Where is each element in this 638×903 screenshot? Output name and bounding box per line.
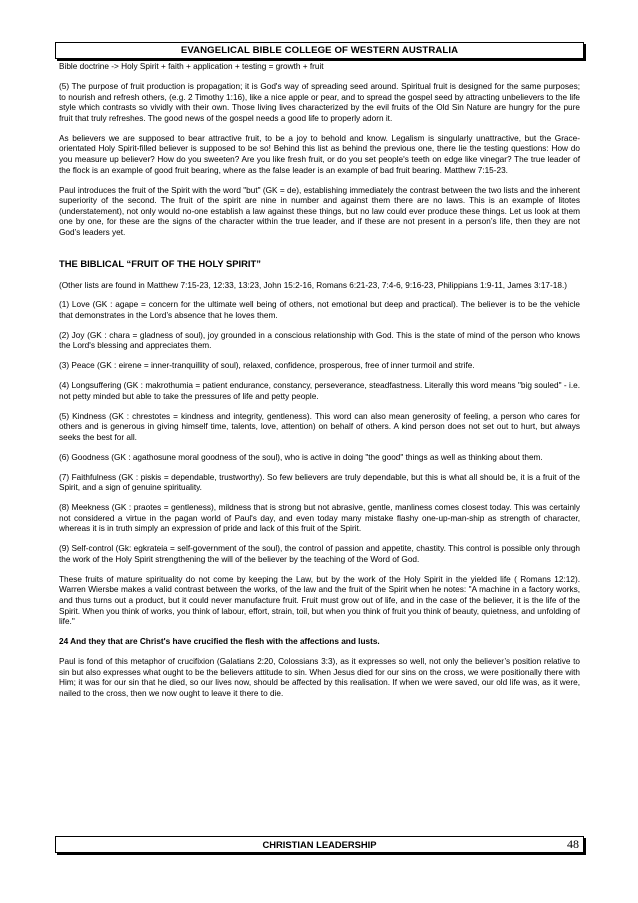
paragraph-attractive-fruit: As believers we are supposed to bear attractive fruit, to be a joy to behold and know. Legalism is singularly unattractive, but the Grace-orientated Holy Spirit-filled believer is supposed to be so! Behind this list as behind the previous one, there lie the testing questions: How do you measure up believer? How do you sweeten? Are you like fresh fruit, or do you set people's teeth on edge like vinegar? The true leader of the flock is an example of good fruit bearing, where as the false leader is an example of bad fruit bearing. Matthew 7:15-23. [59, 133, 580, 175]
fruit-longsuffering: (4) Longsuffering (GK : makrothumia = patient endurance, constancy, perseverance, steadfastness. Literally this word means "big souled" - i.e. not petty minded but able to take the pressures of life and petty people. [59, 381, 580, 401]
fruit-joy: (2) Joy (GK : chara = gladness of soul), joy grounded in a conscious relationship with God. This is the state of mind of the person who knows the Lord's blessing and appreciates them. [59, 330, 580, 351]
page-number: 48 [567, 837, 579, 851]
fruit-goodness: (6) Goodness (GK : agathosune moral goodness of the soul), who is active in doing "the good" things as well as thinking about them. [59, 452, 543, 462]
fruit-love: (1) Love (GK : agape = concern for the ultimate well being of others, not emotional but deep and practical). The believer is to be the vehicle that demonstrates in the Lord’s absence that he loves them. [59, 300, 580, 320]
paragraph-crucifixion: Paul is fond of this metaphor of crucifixion (Galatians 2:20, Colossians 3:3), as it expresses so well, not only the believer’s position relative to sin but also expresses what ought to be the believers attitude to sin. When Jesus died for our sins on the cross, we were positionally there with Him; it was for our sin that he died, so our lives now, should be affected by this realisation. If when we were saved, our old life was, as it were, nailed to the cross, then we now ought to leave it there to die. [59, 656, 580, 698]
fruit-meekness: (8) Meekness (GK : praotes = gentleness), mildness that is strong but not abrasive, gentle, manliness comes closest today. This was certainly not considered a virtue in the pagan world of Paul's day, and even today many mistake flashy one-up-man-ship as strength of character, whereas it is in truth simply an expression of pride and lack of this fruit of the Spirit. [59, 503, 580, 534]
doctrine-formula: Bible doctrine -> Holy Spirit + faith + application + testing = growth + fruit [59, 62, 324, 71]
verse-24: 24 And they that are Christ's have crucified the flesh with the affections and lusts. [59, 637, 380, 647]
fruit-kindness: (5) Kindness (GK : chrestotes = kindness and integrity, gentleness). This word can also mean generosity of feeling, a person who cares for others and is generous in giving himself time, talents, love, attention) on behalf of others. A kind person does not set out to hurt, but always seeks the best for all. [59, 411, 580, 442]
paragraph-other-lists: (Other lists are found in Matthew 7:15-23, 12:33, 13:23, John 15:2-16, Romans 6:21-23, 7:4-6, 9:16-23, Philippians 1:9-11, James 3:17-18.) [59, 280, 567, 290]
section-heading: THE BIBLICAL “FRUIT OF THE HOLY SPIRIT” [59, 257, 261, 269]
header-title: EVANGELICAL BIBLE COLLEGE OF WESTERN AUSTRALIA [180, 45, 459, 56]
fruit-faithfulness: (7) Faithfulness (GK : piskis = dependable, trustworthy). So few believers are truly dependable, but this is what all should be, it is a fruit of the Spirit, and a sign of genuine spirituality. [59, 472, 580, 493]
paragraph-contrast: Paul introduces the fruit of the Spirit with the word "but" (GK = de), establishing immediately the contrast between the two lists and the inherent superiority of the second. The fruit of the spirit are nine in number and against them there are no laws. This is an example of litotes (understatement), not only would no-one establish a law against these things, but no law could ever produce these things. Let us look at them one by one, for these are the signs of the character within the true leader, and if these are not present in a person’s life, then they are not God’s leaders yet. [59, 185, 580, 237]
page-header [55, 42, 584, 59]
footer-title: CHRISTIAN LEADERSHIP [262, 839, 377, 850]
paragraph-purpose: (5) The purpose of fruit production is propagation; it is God's way of spreading seed around. Spiritual fruit is designed for the same purposes; to nourish and refresh others, (e.g. 2 Timothy 1:16), like a nice apple or pear, and to spread the gospel seed by attracting unbelievers to the life style which contrasts so vividly with their own. Those living lives characterized by the evil fruits of the Old Sin Nature are hungry for the pure fruit that truly refreshes. The good news of the gospel needs a good life to properly adorn it. [59, 82, 580, 123]
page-footer [55, 836, 584, 853]
page-content [59, 62, 580, 709]
fruit-peace: (3) Peace (GK : eirene = inner-tranquillity of soul), relaxed, confidence, prosperous, free of inner turmoil and strife. [59, 361, 475, 371]
fruit-self-control: (9) Self-control (Gk: egkrateia = self-government of the soul), the control of passion and appetite, chastity. This control is possible only through the work of the Holy Spirit strengthening the will of the believer by the teaching of the Word of God. [59, 544, 580, 564]
paragraph-mature-spirituality: These fruits of mature spirituality do not come by keeping the Law, but by the work of the Holy Spirit in the yielded life ( Romans 12:12). Warren Wiersbe makes a valid contrast between the works, of the law and the fruit of the Spirit when he notes: "A machine in a factory works, and thus turns out a product, but it could never manufacture fruit. Fruit must grow out of life, and in the case of the believer, it is the life of the Spirit. When you think of works, you think of labour, effort, strain, toil, but when you think of fruit you think of beauty, quietness, and unfolding of life." [59, 574, 580, 627]
